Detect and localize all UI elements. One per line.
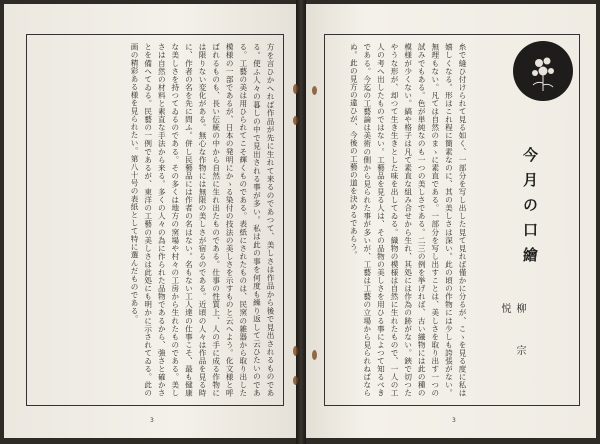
article-author: 柳 宗 悦 [499, 303, 525, 387]
stain-mark [312, 350, 317, 360]
stain-mark [293, 116, 298, 125]
left-page-number: 3 [150, 417, 154, 424]
article-title: 今月の口繪 [521, 147, 539, 272]
right-body-text: 糸で縫ひ付けられて見る如く、一部分を写し出した見て見れば僅かに分るが、こゝを見る度に私は嬉しくなる。形はこれ程に簡素なのに、其の美しさは深い。此の頃の作物には少しも誇張がない。無理もない。凡ては自然のまゝに素直である。一部分を写し出すことは、美しさを取り出す一つの試みでもある。色が単純なのも一つの美しさである。二三の例を挙げれば、古い織物には此の種の模様が少くない。縞や格子は凡て素直な組み合せから生れ、其処には作為の跡がない。鋏で切つたやうな形が、却つて生き生きとした味を出してゐる。織物の模様は自然に生れたもので、一人の工人の考へ出したものではない。工藝品を見る人は、その品物の美しさを用ひる事によつて知るべきである。今迄の工藝論は美術の側から見られた事が多いが、工藝は工藝の立場から見られねばならぬ。此の見方の違ひが、今後の工藝の道を決めるであらう。 [349, 43, 467, 397]
stain-mark [293, 346, 298, 356]
left-body-text: 方を言ひかへれば作品が先に生れて来るのであつて、美しさは作品から後で見出されるものである。使ふ人々の暮しの中で見出される事が多い。私は此の事を何度も繰り返して云ひたいのである。工藝の美は用ひられてこそ輝くものである。表紙にされたものは、民窯の雑器から取り出した模様の一部であるが、日本の発明にかゝる染付の技法の美しさを示すものと云へよう。化文様と呼ばれるものも、長い伝統の中から自然に生れ出たものである。仕事の性質上、人の手に成る作物には限りない変化がある。無心な作物には無限の美しさが宿るのである。近頃の人々は作品を見る時に、作者の名を先に問ふ。併し民藝品には作者の名はない。名もない工人達の仕事こそ、最も健康な美しさを持つてゐるのである。その多くは地方の窯場や村々の工房から生れたものである。美しさは自然の材料と素直な手法から来る。多くの人々の為に作られた品物であるから、強さと確かさとを備へてゐる。民藝の一例であるが、東洋の工藝の美しさは此処にも明かに示されてゐる。此の画の精彩ある様を見られたい。第八十号の表紙として特に選んだものである。 [130, 43, 275, 397]
left-text-frame [26, 34, 284, 406]
right-text-frame [324, 34, 580, 406]
right-page [306, 4, 596, 438]
stain-mark [312, 86, 317, 95]
flower-emblem-icon [513, 41, 573, 101]
stain-mark [293, 84, 298, 94]
stain-mark [293, 376, 298, 385]
left-page [4, 4, 296, 438]
right-page-number: 3 [452, 417, 456, 424]
